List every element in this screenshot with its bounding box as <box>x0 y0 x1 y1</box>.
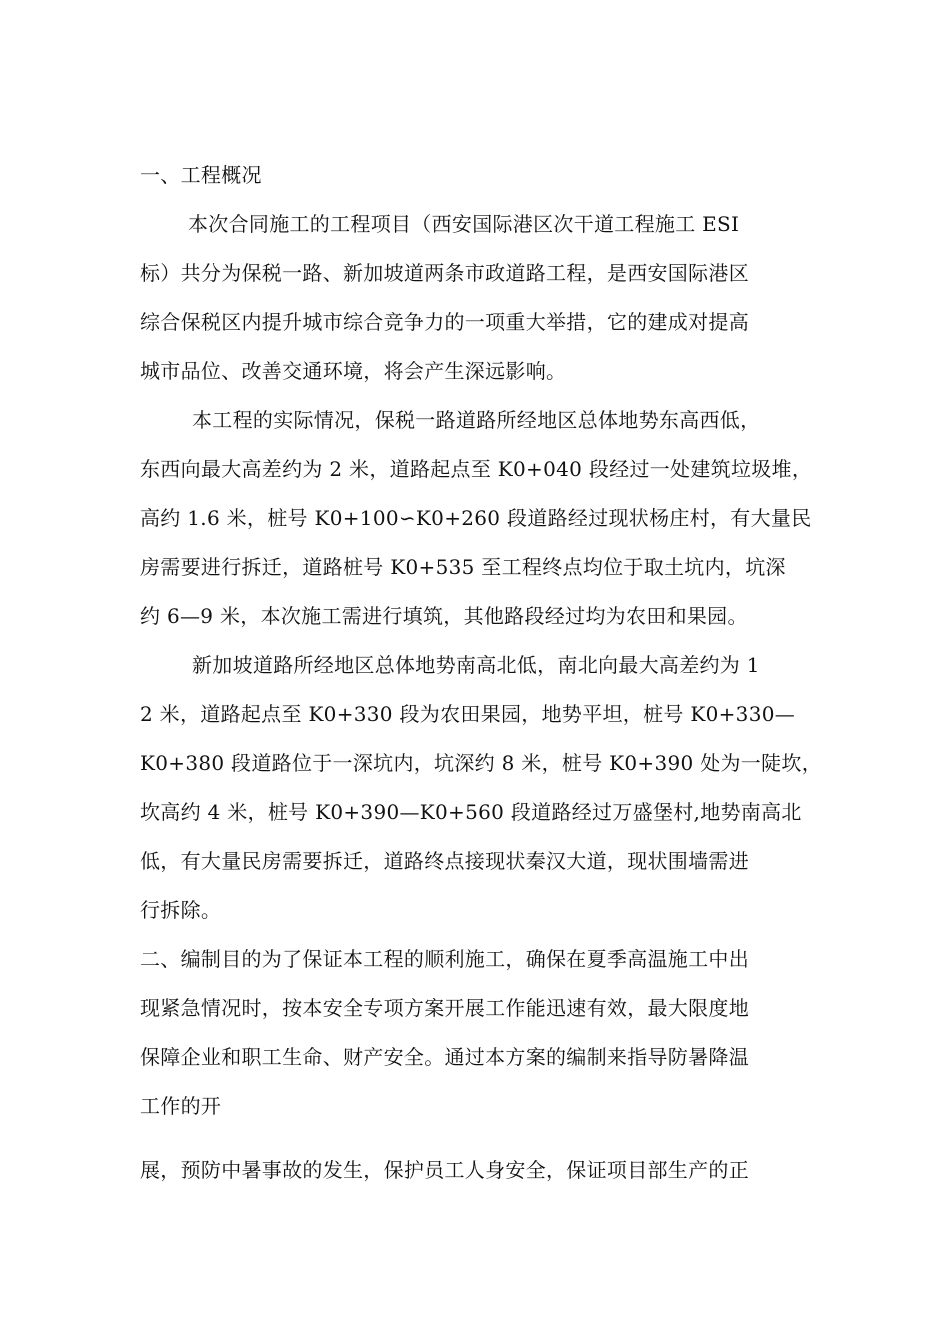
paragraph-line: 约 6—9 米，本次施工需进行填筑，其他路段经过均为农田和果园。 <box>140 604 748 628</box>
paragraph-line: 保障企业和职工生命、财产安全。通过本方案的编制来指导防暑降温 <box>140 1045 749 1069</box>
paragraph-line: 坎高约 4 米，桩号 K0+390—K0+560 段道路经过万盛堡村,地势南高北 <box>140 800 802 824</box>
paragraph-line: K0+380 段道路位于一深坑内，坑深约 8 米，桩号 K0+390 处为一陡坎， <box>140 751 823 775</box>
section-heading-1: 一、工程概况 <box>140 163 262 187</box>
paragraph-line: 工作的开 <box>140 1094 222 1118</box>
paragraph-line: 本次合同施工的工程项目（西安国际港区次干道工程施工 ESI <box>188 212 740 236</box>
paragraph-line: 标）共分为保税一路、新加坡道两条市政道路工程，是西安国际港区 <box>140 261 749 285</box>
paragraph-line: 2 米，道路起点至 K0+330 段为农田果园，地势平坦，桩号 K0+330— <box>140 702 796 726</box>
paragraph-line: 综合保税区内提升城市综合竞争力的一项重大举措，它的建成对提高 <box>140 310 749 334</box>
paragraph-line: 现紧急情况时，按本安全专项方案开展工作能迅速有效，最大限度地 <box>140 996 749 1020</box>
paragraph-line: 高约 1.6 米，桩号 K0+100∽K0+260 段道路经过现状杨庄村，有大量民 <box>140 506 812 530</box>
paragraph-line: 城市品位、改善交通环境，将会产生深远影响。 <box>140 359 567 383</box>
section-heading-2: 二、编制目的为了保证本工程的顺利施工，确保在夏季高温施工中出 <box>140 947 749 971</box>
paragraph-line: 展，预防中暑事故的发生，保护员工人身安全，保证项目部生产的正 <box>140 1158 749 1182</box>
paragraph-line: 房需要进行拆迁，道路桩号 K0+535 至工程终点均位于取土坑内，坑深 <box>140 555 786 579</box>
paragraph-line: 新加坡道路所经地区总体地势南高北低，南北向最大高差约为 1 <box>192 653 760 677</box>
paragraph-line: 东西向最大高差约为 2 米，道路起点至 K0+040 段经过一处建筑垃圾堆， <box>140 457 813 481</box>
paragraph-line: 行拆除。 <box>140 898 222 922</box>
paragraph-line: 本工程的实际情况，保税一路道路所经地区总体地势东高西低， <box>192 408 761 432</box>
paragraph-line: 低，有大量民房需要拆迁，道路终点接现状秦汉大道，现状围墙需进 <box>140 849 749 873</box>
